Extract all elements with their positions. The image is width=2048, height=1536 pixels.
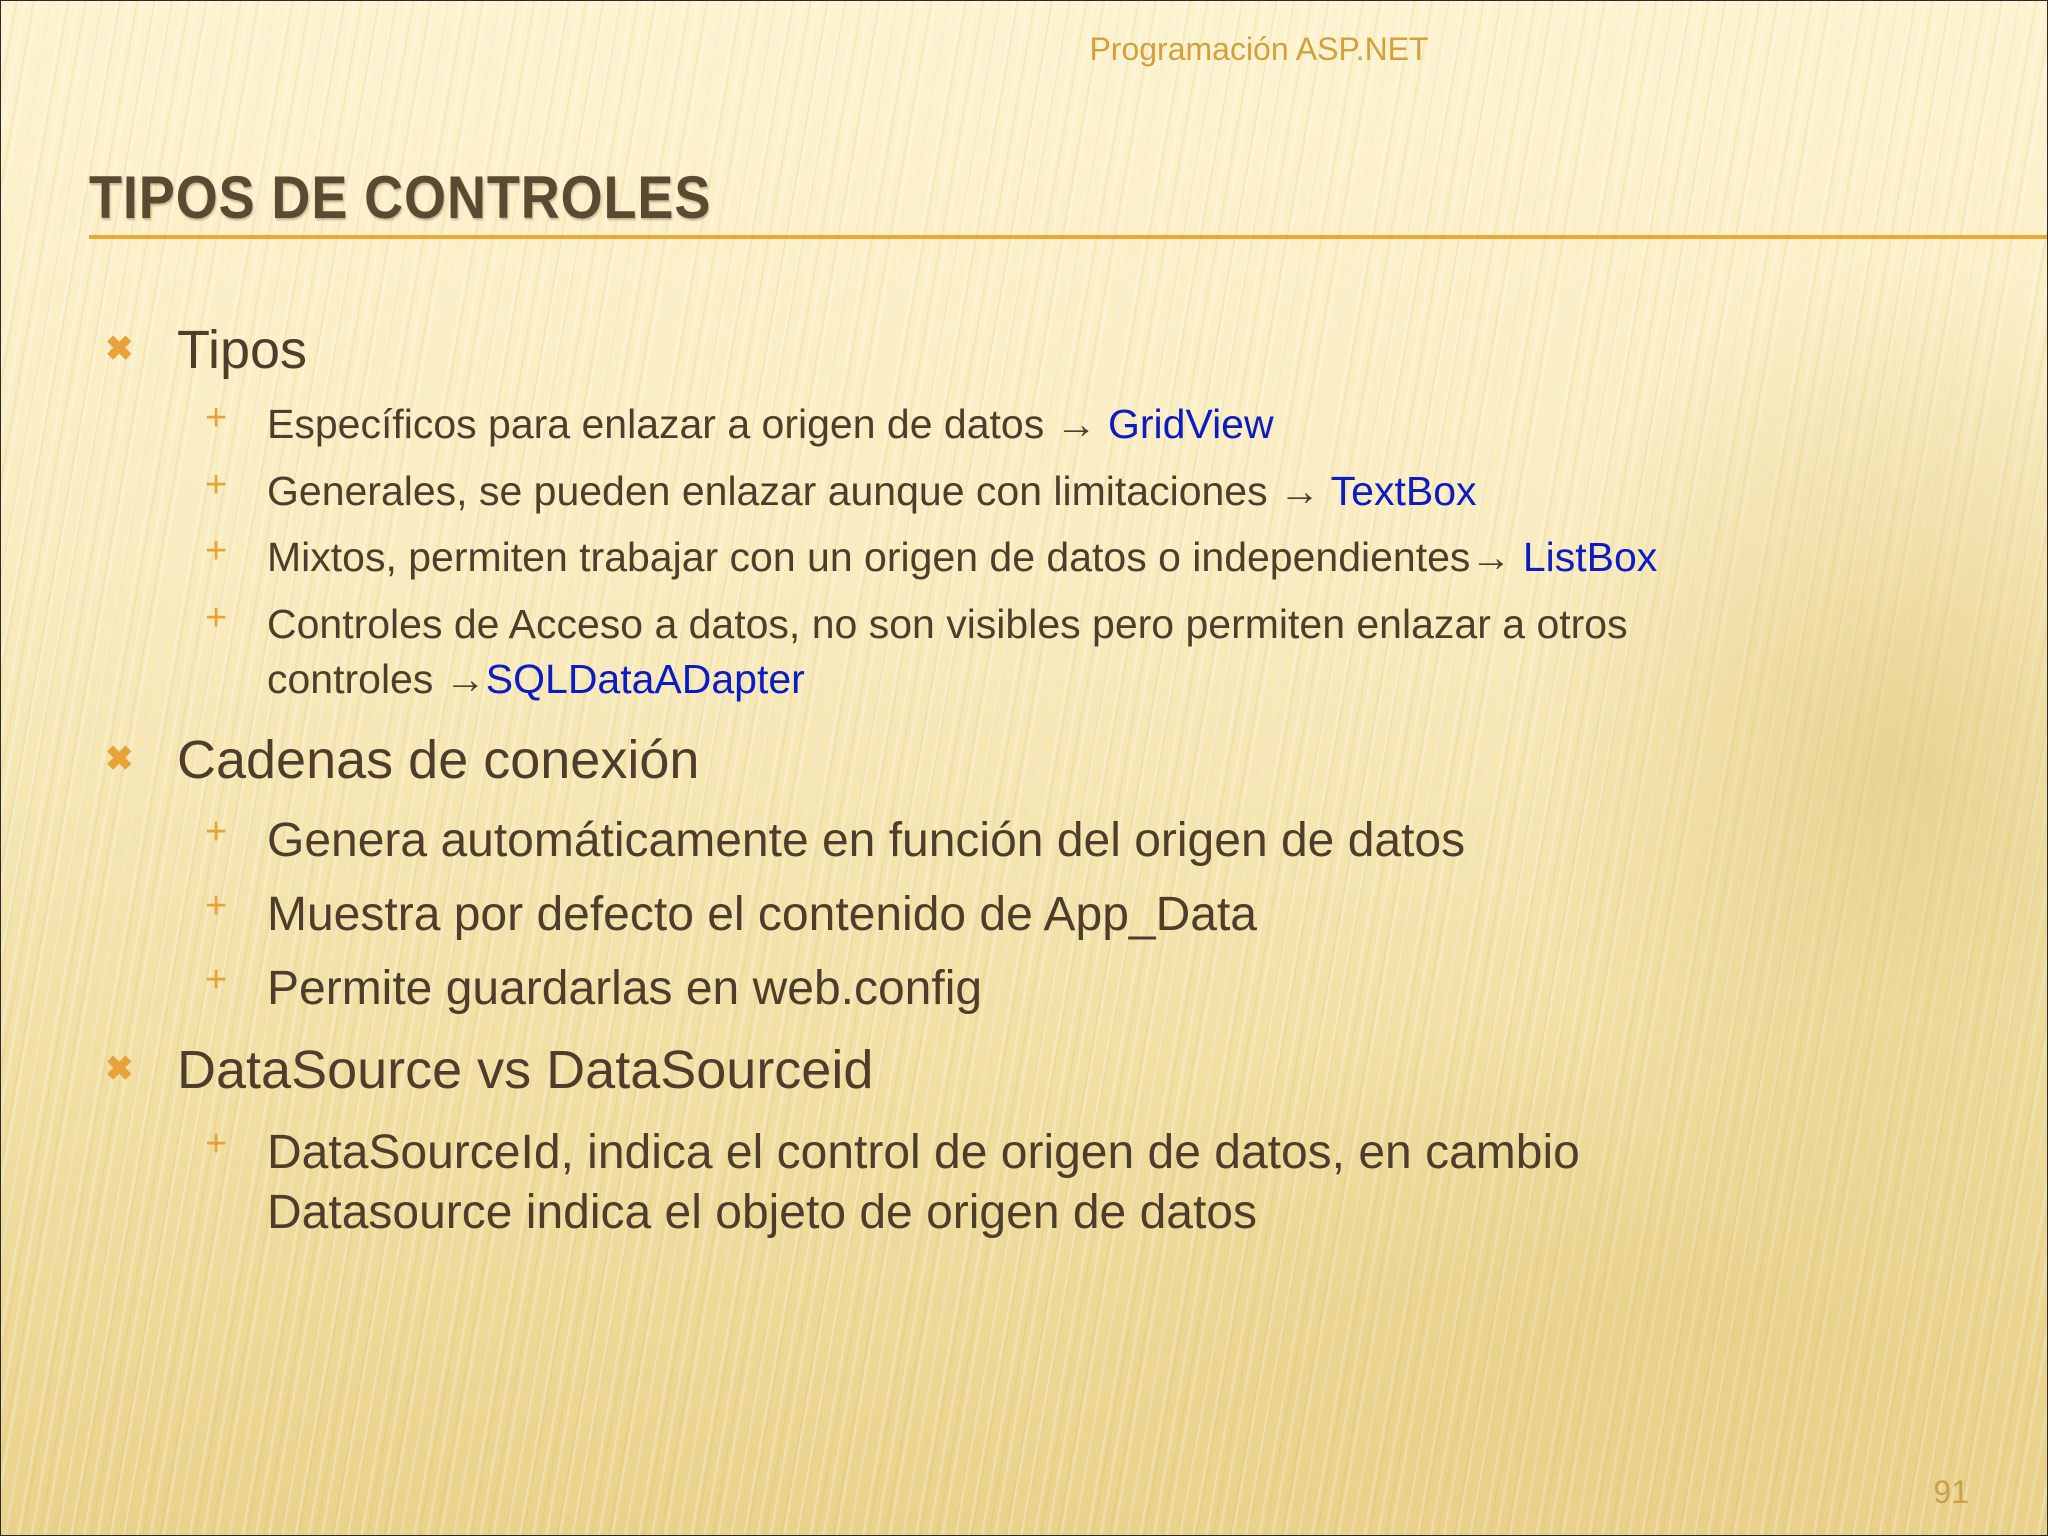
slide-header: Programación ASP.NET <box>1089 31 1429 67</box>
bullet-text: Cadenas de conexión <box>177 730 700 790</box>
link-textbox[interactable]: TextBox <box>1330 468 1477 514</box>
link-gridview[interactable]: GridView <box>1108 401 1274 447</box>
page-number: 91 <box>1933 1474 1969 1510</box>
sub-bullet-text: Muestra por defecto el contenido de App_Data <box>267 888 1257 941</box>
sub-bullet-text: Permite guardarlas en web.config <box>267 962 983 1015</box>
x-bullet-icon: ✖ <box>105 740 134 778</box>
sub-bullet-text: controles <box>267 656 434 702</box>
plus-bullet-icon: + <box>205 811 228 853</box>
plus-bullet-icon: + <box>205 597 228 639</box>
slide-title: TIPOS DE CONTROLES <box>89 164 712 231</box>
bullet-text: DataSource vs DataSourceid <box>177 1040 874 1100</box>
bullet-text: Tipos <box>177 320 308 380</box>
sub-bullet-text: Controles de Acceso a datos, no son visibles pero permiten enlazar a otros <box>267 601 1628 647</box>
plus-bullet-icon: + <box>205 885 228 927</box>
plus-bullet-icon: + <box>205 397 228 439</box>
arrow-icon: → <box>444 656 486 702</box>
plus-bullet-icon: + <box>205 464 228 506</box>
arrow-icon: → <box>1279 468 1321 514</box>
sub-bullet-text: Mixtos, permiten trabajar con un origen de datos o independientes <box>267 534 1471 580</box>
x-bullet-icon: ✖ <box>105 330 134 368</box>
arrow-icon: → <box>1470 534 1512 580</box>
link-listbox[interactable]: ListBox <box>1522 534 1658 580</box>
sub-bullet-text: Datasource indica el objeto de origen de datos <box>267 1186 1257 1239</box>
sub-bullet-text: DataSourceId, indica el control de origen de datos, en cambio <box>267 1126 1580 1179</box>
link-sqldataadapter[interactable]: SQLDataADapter <box>485 656 805 702</box>
plus-bullet-icon: + <box>205 959 228 1001</box>
plus-bullet-icon: + <box>205 530 228 572</box>
x-bullet-icon: ✖ <box>105 1050 134 1088</box>
sub-bullet-text: Específicos para enlazar a origen de datos <box>267 401 1045 447</box>
sub-bullet-text: Genera automáticamente en función del origen de datos <box>267 814 1466 867</box>
plus-bullet-icon: + <box>205 1123 228 1165</box>
arrow-icon: → <box>1055 401 1097 447</box>
sub-bullet-text: Generales, se pueden enlazar aunque con limitaciones <box>267 468 1268 514</box>
title-underline <box>89 235 2047 239</box>
